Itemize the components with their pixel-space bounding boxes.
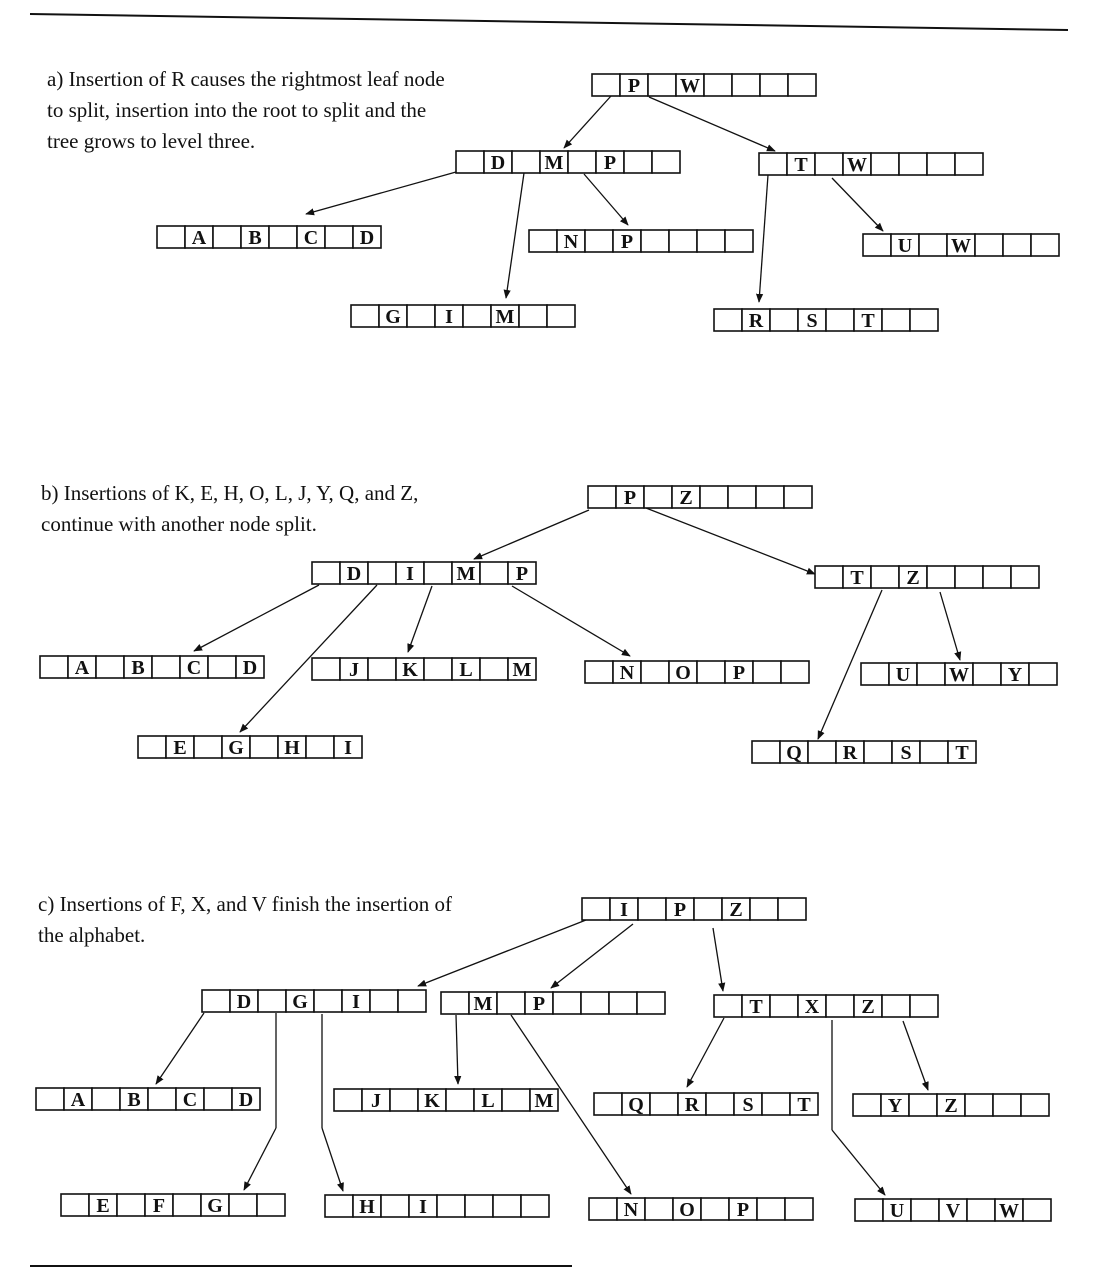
node-cell — [465, 1195, 493, 1217]
tree-edge — [506, 173, 524, 298]
node-cell — [480, 562, 508, 584]
node-cell — [750, 898, 778, 920]
node-key: G — [292, 991, 308, 1013]
node-key: B — [131, 657, 145, 679]
node-cell — [502, 1089, 530, 1111]
node-cell — [784, 486, 812, 508]
node-key: P — [673, 899, 687, 921]
tree-edge — [832, 1130, 885, 1195]
node-c-internal-right — [714, 995, 938, 1018]
node-key: N — [563, 231, 579, 253]
node-cell — [927, 566, 955, 588]
node-cell — [204, 1088, 232, 1110]
node-key: M — [512, 659, 532, 681]
node-cell — [863, 234, 891, 256]
node-cell — [368, 658, 396, 680]
node-key: T — [749, 996, 763, 1018]
tree-edge — [940, 592, 960, 660]
node-key: W — [949, 664, 969, 686]
node-key: P — [603, 152, 617, 174]
node-key: P — [620, 231, 634, 253]
tree-edge — [687, 1018, 724, 1087]
node-cell — [697, 661, 725, 683]
node-cell — [853, 1094, 881, 1116]
node-key: R — [748, 310, 764, 332]
node-key: Z — [729, 899, 743, 921]
node-key: M — [544, 152, 564, 174]
node-cell — [588, 486, 616, 508]
node-c-root — [582, 898, 806, 921]
node-key: G — [385, 306, 401, 328]
node-a-leaf-rst — [714, 309, 938, 332]
node-cell — [701, 1198, 729, 1220]
node-cell — [920, 741, 948, 763]
node-cell — [117, 1194, 145, 1216]
node-key: E — [96, 1195, 110, 1217]
node-key: P — [623, 487, 637, 509]
node-cell — [512, 151, 540, 173]
node-cell — [96, 656, 124, 678]
node-cell — [975, 234, 1003, 256]
tree-edge — [474, 510, 589, 559]
node-key: I — [419, 1196, 427, 1218]
node-cell — [753, 661, 781, 683]
node-key: B — [248, 227, 262, 249]
node-cell — [770, 309, 798, 331]
top-rule — [30, 14, 1068, 30]
node-cell — [325, 1195, 353, 1217]
tree-edge — [713, 928, 723, 991]
node-key: Y — [1007, 664, 1023, 686]
node-b-leaf-qrst — [752, 741, 976, 764]
node-c-leaf-abcd — [36, 1088, 260, 1111]
tree-edge — [322, 1128, 343, 1191]
node-cell — [756, 486, 784, 508]
node-cell — [446, 1089, 474, 1111]
node-cell — [581, 992, 609, 1014]
tree-edge — [564, 96, 611, 148]
node-key: T — [861, 310, 875, 332]
node-cell — [312, 658, 340, 680]
node-cell — [648, 74, 676, 96]
node-key: A — [70, 1089, 86, 1111]
node-key: H — [284, 737, 300, 759]
tree-edge — [408, 586, 432, 652]
node-c-leaf-hi — [325, 1195, 549, 1218]
node-key: M — [473, 993, 493, 1015]
node-a-internal-left — [456, 151, 680, 174]
node-key: A — [191, 227, 207, 249]
node-cell — [61, 1194, 89, 1216]
node-key: T — [850, 567, 864, 589]
node-cell — [381, 1195, 409, 1217]
node-c-leaf-yz — [853, 1094, 1049, 1117]
node-cell — [757, 1198, 785, 1220]
node-key: U — [895, 664, 911, 686]
node-cell — [644, 486, 672, 508]
node-key: O — [675, 662, 691, 684]
node-cell — [650, 1093, 678, 1115]
node-c-leaf-uvw — [855, 1199, 1051, 1222]
node-b-leaf-eghi — [138, 736, 362, 759]
node-key: E — [173, 737, 187, 759]
node-key: I — [620, 899, 628, 921]
node-key: Z — [906, 567, 920, 589]
node-cell — [152, 656, 180, 678]
node-cell — [592, 74, 620, 96]
node-b-root — [588, 486, 812, 509]
node-a-leaf-abcd — [157, 226, 381, 249]
tree-nodes — [36, 74, 1059, 1222]
node-cell — [781, 661, 809, 683]
node-key: M — [456, 563, 476, 585]
node-cell — [638, 898, 666, 920]
node-cell — [973, 663, 1001, 685]
node-cell — [437, 1195, 465, 1217]
node-c-leaf-efg — [61, 1194, 285, 1217]
node-cell — [258, 990, 286, 1012]
node-cell — [314, 990, 342, 1012]
node-cell — [424, 562, 452, 584]
node-key: D — [236, 991, 252, 1013]
node-a-leaf-gim — [351, 305, 575, 328]
node-cell — [697, 230, 725, 252]
node-key: D — [242, 657, 258, 679]
node-key: N — [623, 1199, 639, 1221]
node-cell — [955, 566, 983, 588]
node-cell — [519, 305, 547, 327]
node-cell — [955, 153, 983, 175]
tree-edge — [194, 585, 319, 651]
node-c-leaf-nop — [589, 1198, 813, 1221]
node-a-internal-right — [759, 153, 983, 176]
node-b-leaf-jklm — [312, 658, 536, 681]
node-cell — [760, 74, 788, 96]
node-cell — [871, 153, 899, 175]
node-cell — [1029, 663, 1057, 685]
node-key: N — [619, 662, 635, 684]
node-cell — [1021, 1094, 1049, 1116]
node-cell — [826, 995, 854, 1017]
node-key: Q — [786, 742, 802, 764]
node-cell — [732, 74, 760, 96]
tree-edge — [306, 172, 456, 214]
node-cell — [1003, 234, 1031, 256]
node-key: M — [534, 1090, 554, 1112]
node-key: F — [152, 1195, 166, 1217]
tree-edge — [584, 174, 628, 225]
node-cell — [770, 995, 798, 1017]
node-cell — [250, 736, 278, 758]
node-key: I — [344, 737, 352, 759]
node-cell — [312, 562, 340, 584]
node-cell — [148, 1088, 176, 1110]
tree-edge — [418, 920, 586, 986]
node-cell — [927, 153, 955, 175]
node-cell — [910, 995, 938, 1017]
node-cell — [919, 234, 947, 256]
node-cell — [645, 1198, 673, 1220]
node-c-internal-mid — [441, 992, 665, 1015]
node-cell — [173, 1194, 201, 1216]
caption-a: a) Insertion of R causes the rightmost leaf node to split, insertion into the root to split and the tree grows to level three. — [47, 67, 445, 153]
node-key: W — [999, 1200, 1019, 1222]
node-key: P — [736, 1199, 750, 1221]
node-key: Z — [679, 487, 693, 509]
node-cell — [700, 486, 728, 508]
node-cell — [553, 992, 581, 1014]
node-key: W — [680, 75, 700, 97]
node-key: Z — [861, 996, 875, 1018]
node-cell — [694, 898, 722, 920]
node-key: T — [955, 742, 969, 764]
node-cell — [585, 661, 613, 683]
node-key: D — [238, 1089, 254, 1111]
node-key: M — [495, 306, 515, 328]
node-cell — [547, 305, 575, 327]
node-key: U — [897, 235, 913, 257]
node-key: J — [349, 659, 359, 681]
node-cell — [370, 990, 398, 1012]
node-cell — [826, 309, 854, 331]
node-cell — [899, 153, 927, 175]
node-key: L — [481, 1090, 495, 1112]
node-b-internal-left — [312, 562, 536, 585]
node-cell — [424, 658, 452, 680]
node-key: J — [371, 1090, 381, 1112]
node-cell — [594, 1093, 622, 1115]
node-cell — [202, 990, 230, 1012]
node-cell — [582, 898, 610, 920]
caption-b: b) Insertions of K, E, H, O, L, J, Y, Q, and Z, continue with another node split. — [41, 481, 419, 536]
tree-edge — [244, 1128, 276, 1190]
node-key: W — [847, 154, 867, 176]
node-cell — [725, 230, 753, 252]
node-cell — [441, 992, 469, 1014]
node-cell — [808, 741, 836, 763]
node-b-internal-right — [815, 566, 1039, 589]
node-key: P — [732, 662, 746, 684]
node-c-leaf-jklm — [334, 1089, 558, 1112]
node-cell — [788, 74, 816, 96]
node-key: K — [402, 659, 418, 681]
node-key: T — [794, 154, 808, 176]
node-cell — [871, 566, 899, 588]
node-cell — [334, 1089, 362, 1111]
node-cell — [861, 663, 889, 685]
node-key: R — [684, 1094, 700, 1116]
node-cell — [983, 566, 1011, 588]
node-key: I — [352, 991, 360, 1013]
node-cell — [521, 1195, 549, 1217]
node-cell — [714, 309, 742, 331]
node-cell — [493, 1195, 521, 1217]
node-cell — [1031, 234, 1059, 256]
node-cell — [637, 992, 665, 1014]
node-key: T — [797, 1094, 811, 1116]
node-b-leaf-uwy — [861, 663, 1057, 686]
node-key: Y — [887, 1095, 903, 1117]
caption-c: c) Insertions of F, X, and V finish the insertion of the alphabet. — [38, 892, 452, 947]
node-cell — [967, 1199, 995, 1221]
node-cell — [213, 226, 241, 248]
node-cell — [325, 226, 353, 248]
node-cell — [92, 1088, 120, 1110]
node-key: I — [406, 563, 414, 585]
node-key: C — [186, 657, 202, 679]
node-b-leaf-abcd — [40, 656, 264, 679]
node-cell — [714, 995, 742, 1017]
node-cell — [398, 990, 426, 1012]
node-key: U — [889, 1200, 905, 1222]
node-key: P — [515, 563, 529, 585]
node-cell — [910, 309, 938, 331]
node-cell — [40, 656, 68, 678]
node-a-leaf-uw — [863, 234, 1059, 257]
node-cell — [815, 153, 843, 175]
node-cell — [728, 486, 756, 508]
node-key: D — [359, 227, 375, 249]
node-cell — [480, 658, 508, 680]
node-cell — [208, 656, 236, 678]
node-cell — [652, 151, 680, 173]
node-key: W — [951, 235, 971, 257]
tree-edge — [649, 97, 775, 151]
node-cell — [669, 230, 697, 252]
tree-edge — [512, 586, 630, 656]
node-key: S — [742, 1094, 754, 1116]
node-cell — [1023, 1199, 1051, 1221]
node-key: K — [424, 1090, 440, 1112]
node-key: H — [359, 1196, 375, 1218]
node-cell — [138, 736, 166, 758]
node-key: L — [459, 659, 473, 681]
node-cell — [306, 736, 334, 758]
node-cell — [529, 230, 557, 252]
node-cell — [785, 1198, 813, 1220]
node-cell — [194, 736, 222, 758]
node-cell — [157, 226, 185, 248]
node-key: G — [207, 1195, 223, 1217]
node-cell — [762, 1093, 790, 1115]
node-key: Z — [944, 1095, 958, 1117]
node-key: R — [842, 742, 858, 764]
node-key: S — [900, 742, 912, 764]
node-cell — [917, 663, 945, 685]
node-cell — [456, 151, 484, 173]
tree-edge — [832, 178, 883, 231]
node-cell — [589, 1198, 617, 1220]
node-key: G — [228, 737, 244, 759]
tree-edge — [903, 1021, 928, 1090]
node-cell — [706, 1093, 734, 1115]
node-key: D — [346, 563, 362, 585]
node-cell — [778, 898, 806, 920]
node-cell — [368, 562, 396, 584]
node-b-leaf-nop — [585, 661, 809, 684]
node-key: I — [445, 306, 453, 328]
node-cell — [882, 309, 910, 331]
tree-edges — [156, 96, 960, 1195]
node-c-leaf-qrst — [594, 1093, 818, 1116]
node-cell — [855, 1199, 883, 1221]
node-cell — [759, 153, 787, 175]
node-cell — [993, 1094, 1021, 1116]
node-cell — [257, 1194, 285, 1216]
node-cell — [882, 995, 910, 1017]
node-cell — [463, 305, 491, 327]
node-key: S — [806, 310, 818, 332]
node-cell — [815, 566, 843, 588]
node-c-internal-left — [202, 990, 426, 1013]
node-cell — [497, 992, 525, 1014]
node-cell — [36, 1088, 64, 1110]
node-cell — [965, 1094, 993, 1116]
node-cell — [568, 151, 596, 173]
node-key: C — [182, 1089, 198, 1111]
node-cell — [864, 741, 892, 763]
node-key: Q — [628, 1094, 644, 1116]
node-key: P — [627, 75, 641, 97]
node-cell — [1011, 566, 1039, 588]
node-cell — [704, 74, 732, 96]
node-cell — [609, 992, 637, 1014]
tree-edge — [759, 175, 768, 302]
node-cell — [585, 230, 613, 252]
tree-edge — [551, 924, 633, 988]
node-key: P — [532, 993, 546, 1015]
tree-edge — [156, 1013, 204, 1084]
node-cell — [624, 151, 652, 173]
node-cell — [641, 661, 669, 683]
node-key: X — [804, 996, 820, 1018]
node-cell — [752, 741, 780, 763]
node-key: O — [679, 1199, 695, 1221]
node-key: C — [303, 227, 319, 249]
node-key: A — [74, 657, 90, 679]
node-a-root — [592, 74, 816, 97]
node-cell — [911, 1199, 939, 1221]
tree-edge — [456, 1015, 458, 1084]
node-key: B — [127, 1089, 141, 1111]
node-key: V — [945, 1200, 961, 1222]
node-a-leaf-np — [529, 230, 753, 253]
node-cell — [407, 305, 435, 327]
node-cell — [390, 1089, 418, 1111]
tree-edge — [646, 508, 815, 574]
node-cell — [269, 226, 297, 248]
node-key: D — [490, 152, 506, 174]
node-cell — [351, 305, 379, 327]
node-cell — [229, 1194, 257, 1216]
node-cell — [641, 230, 669, 252]
node-cell — [909, 1094, 937, 1116]
